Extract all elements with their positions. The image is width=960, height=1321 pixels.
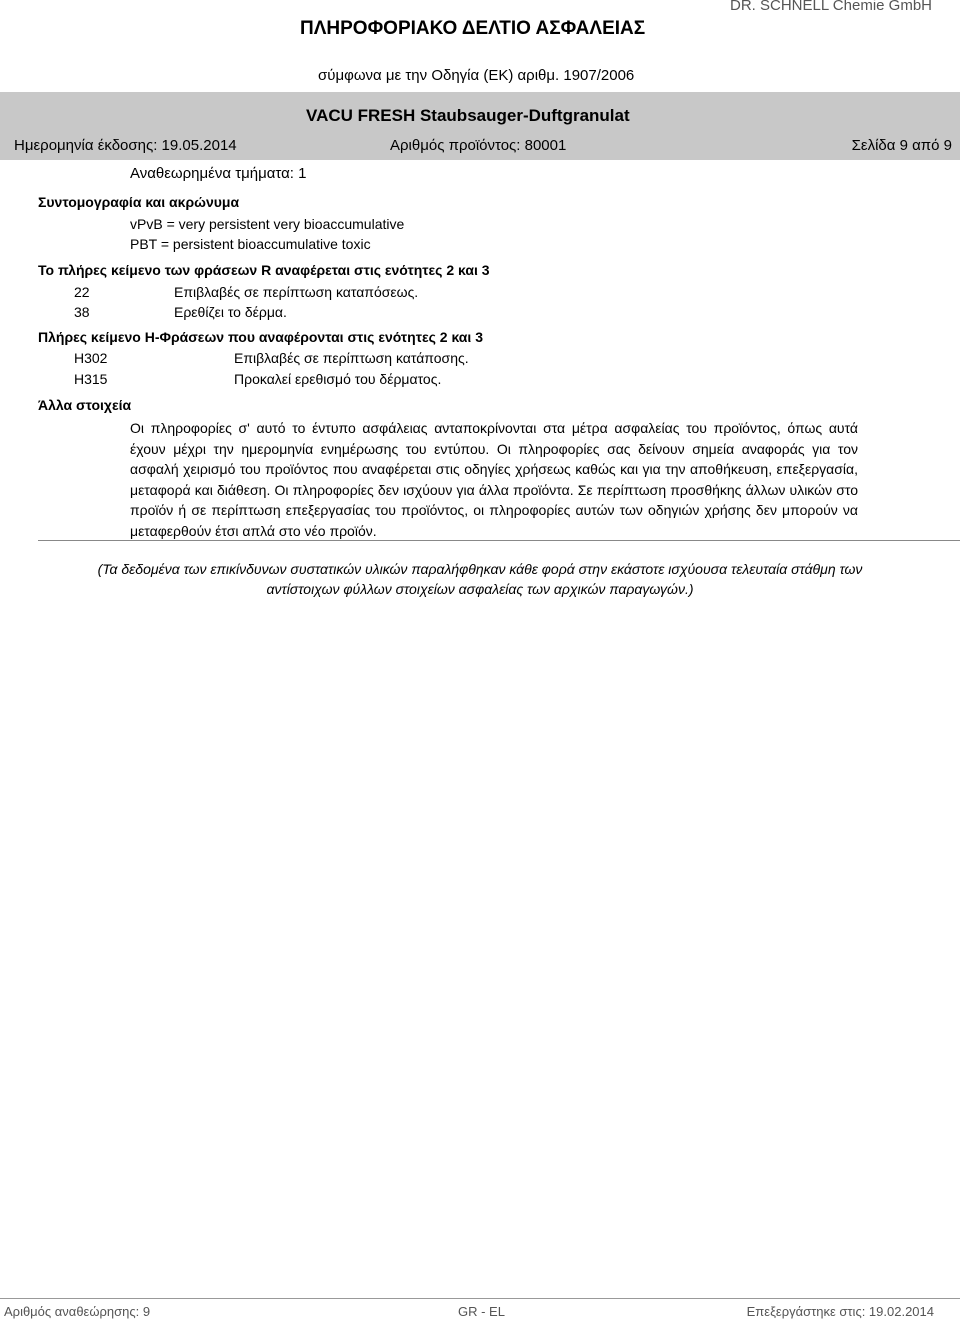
r-phrase-text: Ερεθίζει το δέρμα. [174, 304, 287, 320]
issue-date: Ημερομηνία έκδοσης: 19.05.2014 [14, 137, 237, 154]
section-divider [38, 540, 960, 541]
abbreviations-heading: Συντομογραφία και ακρώνυμα [38, 194, 240, 210]
r-phrase-text: Επιβλαβές σε περίπτωση καταπόσεως. [174, 284, 419, 300]
abbreviation-item: PBT = persistent bioaccumulative toxic [130, 236, 371, 252]
r-phrase-code: 38 [74, 304, 90, 320]
h-phrase-code: H302 [74, 350, 108, 366]
other-info-heading: Άλλα στοιχεία [38, 397, 132, 413]
revision-number: Αριθμός αναθεώρησης: 9 [4, 1304, 151, 1319]
data-source-note: (Τα δεδομένα των επικίνδυνων συστατικών υλικών παραλήφθηκαν κάθε φορά στην εκάστοτε ισχύουσα τελευταία στάθμη των αντίστοιχων φύλλων στοιχείων ασφαλείας των αρχικών παραγωγών.) [97, 561, 863, 597]
footer-divider [0, 1298, 960, 1299]
h-phrase-text: Προκαλεί ερεθισμό του δέρματος. [234, 371, 442, 387]
h-phrase-text: Επιβλαβές σε περίπτωση κατάποσης. [234, 350, 469, 366]
other-info-text: Οι πληροφορίες σ' αυτό το έντυπο ασφάλειας ανταποκρίνονται στα μέτρα ασφαλείας του προϊόντος, όπως αυτά έχουν μέχρι την ημερομηνία ενημέρωσης του εντύπου. Οι πληροφορίες σας δείνουν σημεία αναφοράς για τον ασφαλή χειρισμό του προϊόντος που αναφέρεται στις οδηγίες χρήσεως καθώς και για την αποθήκευση, επεξεργασία, μεταφορά και διάθεση. Οι πληροφορίες δεν ισχύουν για άλλα προϊόντα. Σε περίπτωση προσθήκης άλλων υλικών στο προϊόν ή σε περίπτωση επεξεργασίας του προϊόντος, οι πληροφορίες αυτών των οδηγιών χρήσης δεν μπορούν να μεταφερθούν έτσι απλά στο νέο προϊόν. [130, 420, 858, 539]
r-phrase-code: 22 [74, 284, 90, 300]
page-number: Σελίδα 9 από 9 [851, 137, 952, 154]
h-phrases-heading: Πλήρες κείμενο Η-Φράσεων που αναφέρονται στις ενότητες 2 και 3 [38, 329, 483, 345]
document-title: ΠΛΗΡΟΦΟΡΙΑΚΟ ΔΕΛΤΙΟ ΑΣΦΑΛΕΙΑΣ [300, 18, 646, 39]
revised-sections: Αναθεωρημένα τμήματα: 1 [130, 165, 307, 182]
h-phrase-code: H315 [74, 371, 108, 387]
processed-date: Επεξεργάστηκε στις: 19.02.2014 [746, 1304, 934, 1319]
language-code: GR - EL [458, 1304, 505, 1319]
product-number: Αριθμός προϊόντος: 80001 [390, 137, 567, 154]
r-phrases-heading: Το πλήρες κείμενο των φράσεων R αναφέρεται στις ενότητες 2 και 3 [38, 262, 490, 278]
abbreviation-item: vPvB = very persistent very bioaccumulative [130, 216, 405, 232]
product-name: VACU FRESH Staubsauger-Duftgranulat [306, 106, 630, 125]
company-name: DR. SCHNELL Chemie GmbH [730, 0, 932, 14]
regulation-subtitle: σύμφωνα με την Οδηγία (ΕΚ) αριθμ. 1907/2006 [318, 67, 635, 84]
